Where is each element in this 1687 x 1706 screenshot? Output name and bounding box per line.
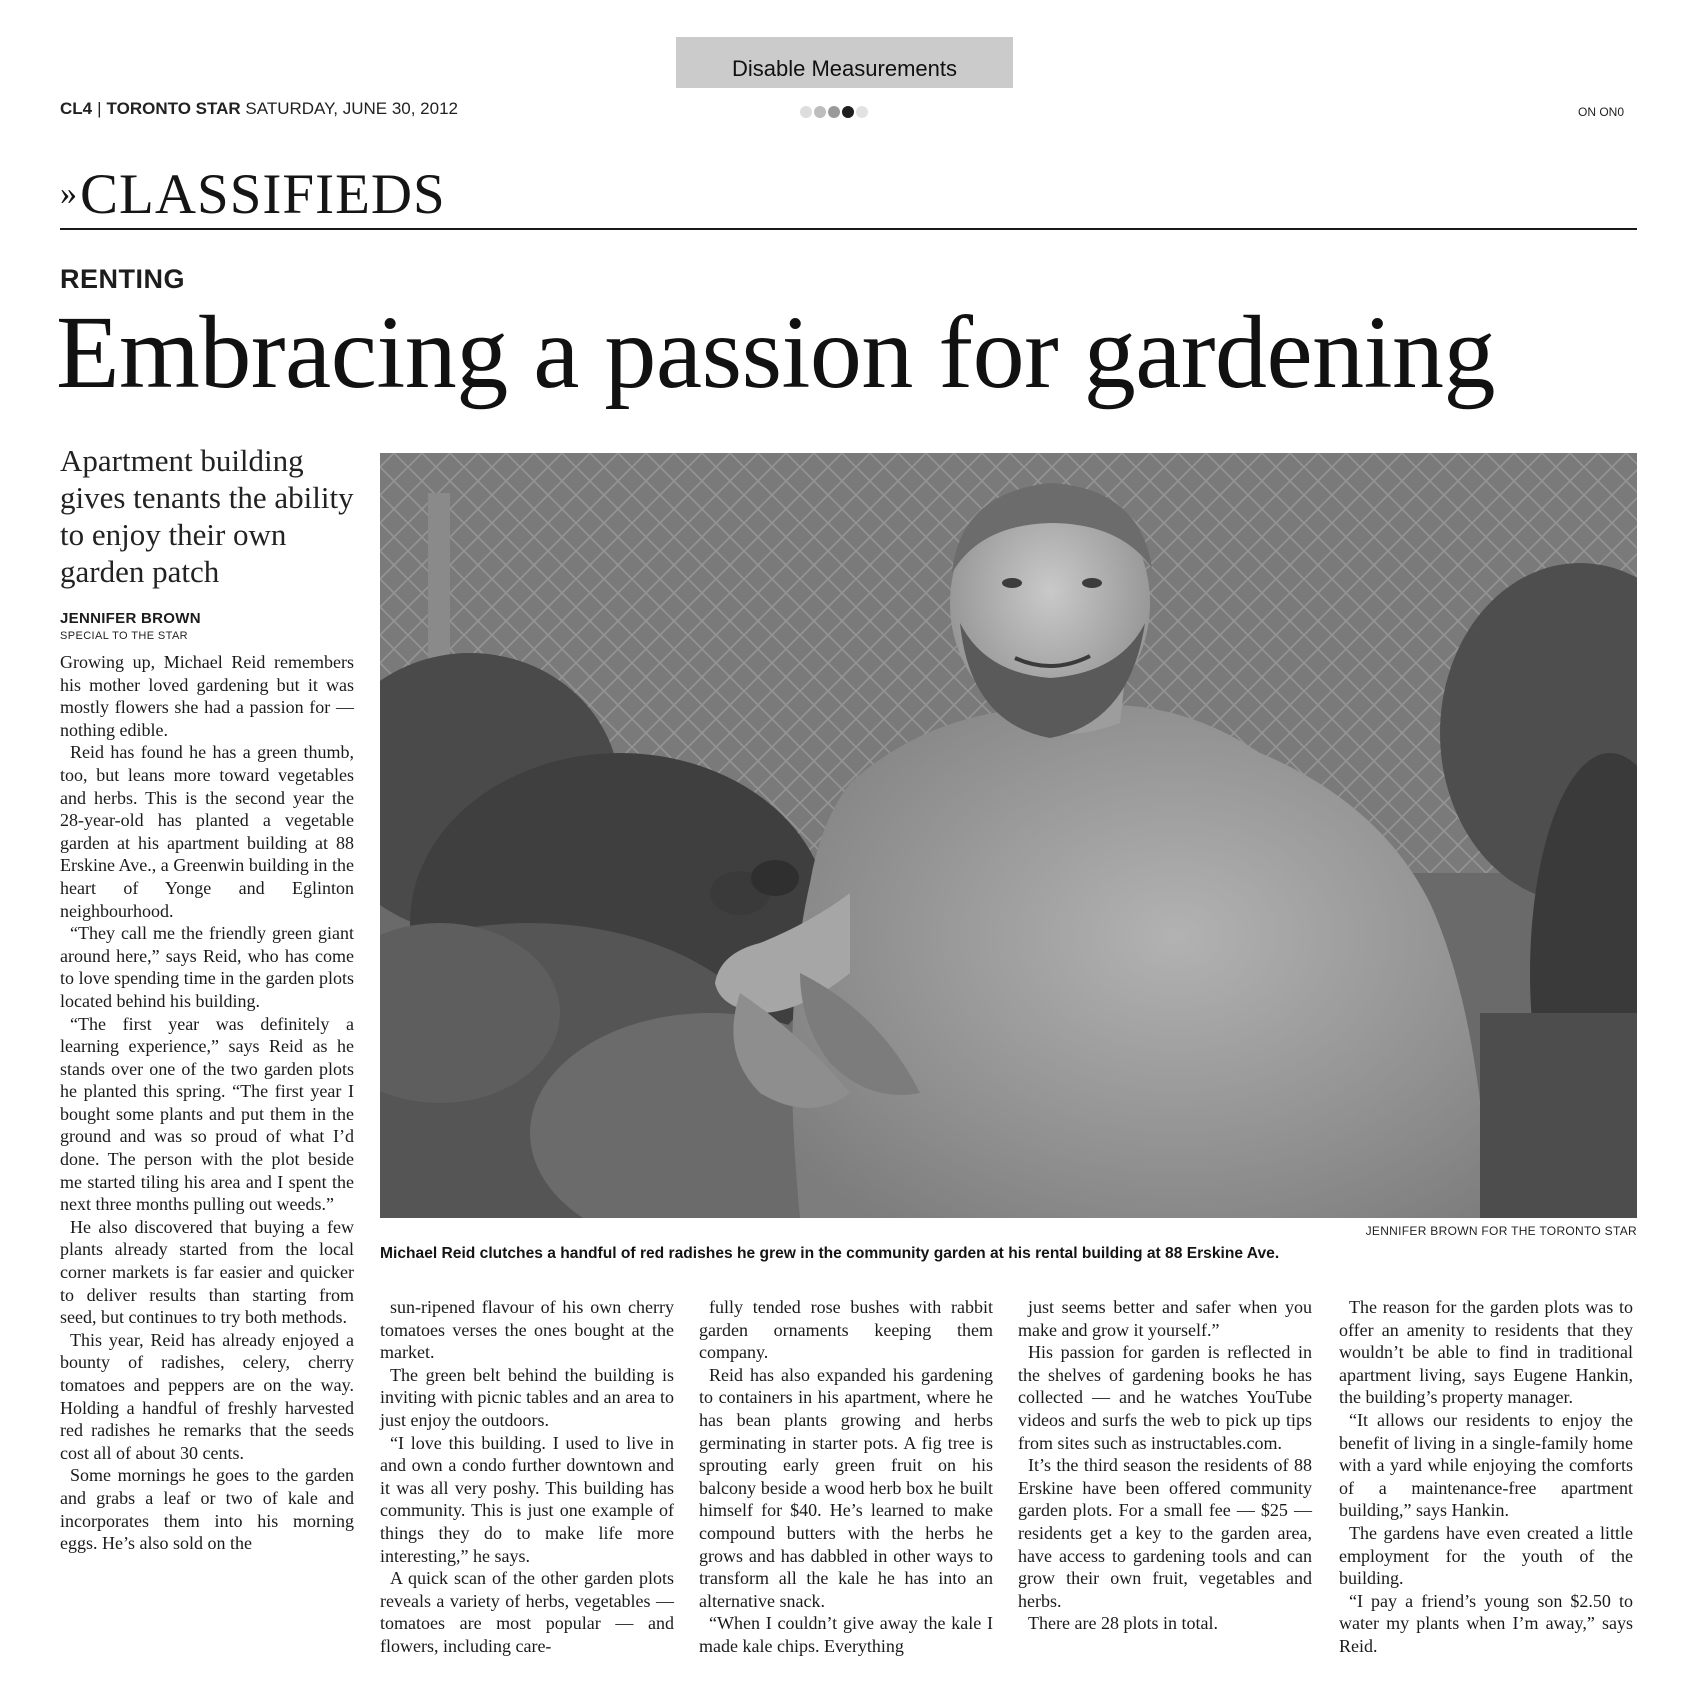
page-dot <box>856 106 868 118</box>
page-dot <box>800 106 812 118</box>
article-paragraph: The gardens have even created a little employment for the youth of the building. <box>1339 1522 1633 1589</box>
article-paragraph: Reid has also expanded his gardening to containers in his apartment, where he has bean plants growing and herbs germinating in starter pots. A fig tree is sprouting early green fruit on his balcony beside a wood herb box he built himself for $40. He’s learned to make compound butters with the herbs he grows and has dabbled in other ways to transform all the kale he has into an alternative snack. <box>699 1364 993 1611</box>
article-deck: Apartment building gives tenants the ability to enjoy their own garden patch <box>60 443 354 589</box>
article-paragraph: “The first year was definitely a learning experience,” says Reid as he stands over one of the two garden plots he planted this spring. “The first year I bought some plants and put them in the ground and was so proud of what I’d done. The person with the plot beside me started tiling his area and I spent the next three months pulling out weeds.” <box>60 1013 354 1215</box>
edition-code: ON ON0 <box>1578 105 1625 119</box>
article-paragraph: “It allows our residents to enjoy the benefit of living in a single-family home with a yard while enjoying the comforts of a maintenance-free apartment building,” says Hankin. <box>1339 1409 1633 1521</box>
disable-measurements-button[interactable]: Disable Measurements <box>676 37 1013 88</box>
article-column-2 <box>380 1296 674 1658</box>
photo-credit: JENNIFER BROWN FOR THE TORONTO STAR <box>1365 1224 1637 1238</box>
article-paragraph: His passion for garden is reflected in the shelves of gardening books he has collected — and he watches YouTube videos and surfs the web to pick up tips from sites such as instructables.com. <box>1018 1342 1312 1453</box>
article-paragraph: sun-ripened flavour of his own cherry tomatoes verses the ones bought at the market. <box>380 1297 674 1363</box>
page-dot <box>814 106 826 118</box>
paper-name: TORONTO STAR <box>106 99 241 118</box>
page-dot <box>828 106 840 118</box>
article-paragraph: “I pay a friend’s young son $2.50 to water my plants when I’m away,” says Reid. <box>1339 1590 1633 1656</box>
article-paragraph: It’s the third season the residents of 88 Erskine have been offered community garden plots. For a small fee — $25 — residents get a key to the garden area, have access to gardening tools and can grow their own fruit, vegetables and herbs. <box>1018 1455 1312 1611</box>
article-paragraph: The green belt behind the building is inviting with picnic tables and an area to just enjoy the outdoors. <box>380 1364 674 1430</box>
article-column-3 <box>699 1296 993 1658</box>
byline-name: JENNIFER BROWN <box>60 610 201 627</box>
publication-date: SATURDAY, JUNE 30, 2012 <box>245 99 458 118</box>
article-paragraph: “When I couldn’t give away the kale I made kale chips. Everything <box>699 1613 993 1656</box>
article-paragraph: Reid has found he has a green thumb, too, but leans more toward vegetables and herbs. This is the second year the 28-year-old has planted a vegetable garden at his apartment building at 88 Erskine Ave., a Greenwin building in the heart of Yonge and Eglinton neighbourhood. <box>60 742 354 921</box>
article-paragraph: fully tended rose bushes with rabbit garden ornaments keeping them company. <box>699 1297 993 1363</box>
photo-caption: Michael Reid clutches a handful of red radishes he grew in the community garden at his rental building at 88 Erskine Ave. <box>380 1245 1280 1262</box>
article-paragraph: “They call me the friendly green giant around here,” says Reid, who has come to love spending time in the garden plots located behind his building. <box>60 923 354 1011</box>
article-paragraph: The reason for the garden plots was to offer an amenity to residents that they wouldn’t be able to find in traditional apartment living, says Eugene Hankin, the building’s property manager. <box>1339 1297 1633 1408</box>
page-folio <box>60 99 458 119</box>
article-paragraph: He also discovered that buying a few plants already started from the local corner markets is far easier and quicker to deliver results than starting from seed, but continues to try both methods. <box>60 1216 354 1328</box>
page-dots-indicator <box>800 106 868 118</box>
article-photo <box>380 453 1637 1218</box>
section-chevron-icon: » <box>60 175 78 212</box>
article-paragraph: “I love this building. I used to live in and own a condo further downtown and it was all very poshy. This building has community. This is just one example of things they do to make life more interesting,” he says. <box>380 1432 674 1566</box>
article-column-5 <box>1339 1296 1633 1658</box>
folio-separator: | <box>97 99 102 118</box>
article-paragraph: Some mornings he goes to the garden and grabs a leaf or two of kale and incorporates them into his morning eggs. He’s also sold on the <box>60 1465 354 1554</box>
article-paragraph: just seems better and safer when you make and grow it yourself.” <box>1018 1297 1312 1340</box>
article-paragraph: A quick scan of the other garden plots reveals a variety of herbs, vegetables — tomatoes are most popular — and flowers, including care- <box>380 1568 674 1656</box>
article-column-1 <box>60 651 354 1555</box>
article-paragraph: There are 28 plots in total. <box>1028 1613 1218 1634</box>
article-paragraph: Growing up, Michael Reid remembers his mother loved gardening but it was mostly flowers she had a passion for — nothing edible. <box>60 652 354 740</box>
article-headline: Embracing a passion for gardening <box>56 295 1496 410</box>
section-rule <box>60 228 1637 230</box>
article-kicker: RENTING <box>60 264 185 294</box>
byline-role: SPECIAL TO THE STAR <box>60 630 189 642</box>
section-header <box>60 163 446 226</box>
article-paragraph: This year, Reid has already enjoyed a bounty of radishes, celery, cherry tomatoes and peppers are on the way. Holding a handful of freshly harvested red radishes he remarks that the seeds cost all of about 30 cents. <box>60 1329 354 1463</box>
page-dot <box>842 106 854 118</box>
article-column-4 <box>1018 1296 1312 1635</box>
photo-illustration <box>380 453 1637 1218</box>
page-number: CL4 <box>60 99 93 118</box>
section-title: CLASSIFIEDS <box>80 163 446 226</box>
